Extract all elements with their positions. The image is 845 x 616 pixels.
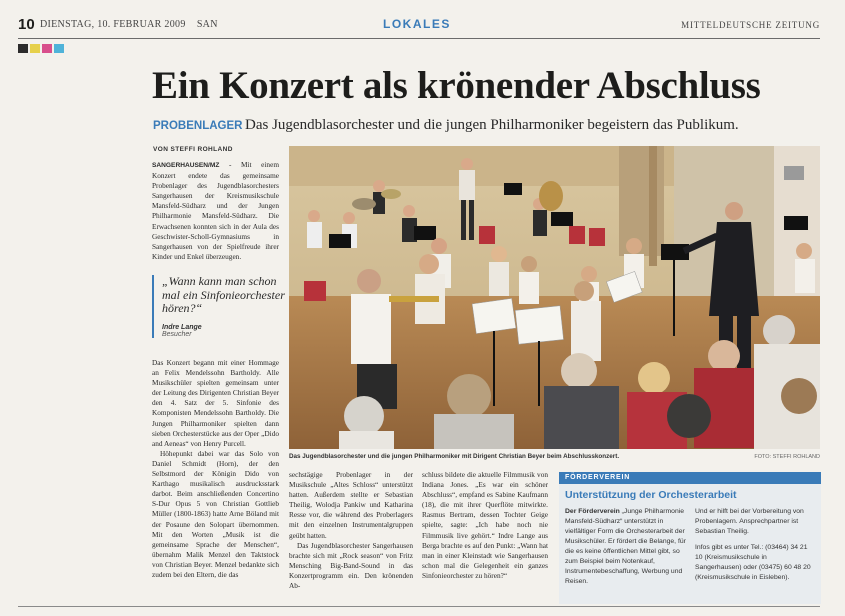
info-box-lead: Der Förderverein	[565, 508, 620, 515]
paragraph: Das Jugendblasorchester Sangerhausen brachte sich mit „Rock season“ von Fritz Mensching Big-Band-Sound in das Konzertprogramm ein. Den krönenden Ab-	[289, 540, 413, 591]
contact-info: Infos gibt es unter Tel.: (03464) 34 21 10 (Kreismusikschule in Sangerhausen) oder (03475) 60 48 20 (Kreismusikschule in Eisleben).	[695, 544, 811, 581]
info-box	[559, 472, 821, 604]
page-number: 10	[18, 16, 35, 33]
article-intro	[152, 160, 279, 262]
paragraph: schluss bildete die aktuelle Filmmusik von Indiana Jones. „Es war ein schöner Abschluss“, empfand es Sabine Kaufmann (18), die mit ihrer Querflöte mitwirkte. Rasmus Bertram, dessen Tochter Geige spielte, sagte: „Ich habe noch nie Filmmusik live gehört.“ Indre Lange aus Berga brachte es auf den Punkt: „Wann hat man in einer Kleinstadt wie Sangerhausen schon mal die Gelegenheit ein ganzes Sinfonieorchester zu hören?“	[422, 470, 548, 580]
article-column-3	[422, 470, 548, 581]
color-swatch-cyan	[54, 44, 64, 53]
pull-quote-role: Besucher	[162, 330, 192, 338]
photo-caption: Das Jugendblasorchester und die jungen Philharmoniker mit Dirigent Christian Beyer beim Abschlusskonzert.	[289, 453, 620, 460]
issue-date: DIENSTAG, 10. FEBRUAR 2009 SAN	[40, 19, 218, 30]
page-bottom-rule	[18, 606, 820, 607]
article-column-1	[152, 358, 279, 580]
pull-quote-name: Indre Lange	[162, 323, 202, 331]
paragraph: Das Konzert begann mit einer Hommage an Felix Mendelssohn Bartholdy. Alle Musikschüler spielten gemeinsam unter der Leitung des Dirigenten Christian Beyer den 4. Satz der 5. Sinfonie des Komponisten Mendelssohn Bartholdy. Die Jungen Philharmoniker spielten dann sieben Orchesterstücke aus der Oper „Dido and Aeneas“ von Henry Purcell.	[152, 358, 279, 448]
intro-text: - Mit einem Konzert endete das gemeinsame Probenlager des Jugendblasorchesters Sangerhausen der Kreismusikschule Mansfeld-Südharz und der Jungen Philharmonie Mansfeld-Südharz. Die Erwachsenen konnten sich in der Aula des Geschwister-Scholl-Gymnasiums in Sangerhausen von der Spielfreude ihrer Kinder und Enkel überzeugen.	[152, 160, 279, 261]
orchestra-image	[289, 146, 820, 449]
info-box-title: Unterstützung der Orchesterarbeit	[565, 489, 737, 501]
newspaper-name: MITTELDEUTSCHE ZEITUNG	[681, 20, 820, 30]
article-headline: Ein Konzert als krönender Abschluss	[152, 64, 761, 107]
info-box-column-1	[565, 507, 689, 587]
byline: VON STEFFI ROHLAND	[153, 146, 233, 153]
paragraph: Höhepunkt dabei war das Solo von Daniel Schmidt (Horn), der den Selbstmord der Königin Dido von Karthago musikalisch ausdrucksstark darbot. Beim anschließenden Concertino S-Dur Opus 5 von Christian Gottlieb Müller (1800-1863) hatte Arne Böland mit der Posaune den Solopart übernommen. Mit den Worten „Musik ist die gemeinsame Sprache der Menschen“, übernahm Malik Menzel den Taktstock von Christian Beyer. Menzel bedankte sich zudem bei den Eltern, die das	[152, 448, 279, 579]
article-deck: Das Jugendblasorchester und die jungen Philharmoniker begeistern das Publikum.	[245, 117, 739, 133]
page-header	[18, 14, 820, 39]
paragraph: Und er hilft bei der Vorbereitung von Probenlagern. Ansprechpartner ist Sebastian Theilig.	[695, 508, 804, 535]
color-swatch-black	[18, 44, 28, 53]
pull-quote	[152, 275, 289, 338]
info-box-text: „Junge Philharmonie Mansfeld-Südharz“ unterstützt in vielfältiger Form die Orchesterarbeit der Musikschüler. Er fördert die Belange, für die es keine öffentlichen Mittel gibt, so zum Beispiel beim Notenkauf, Instrumentebeschaffung, Werbung und Reisen.	[565, 508, 686, 585]
article-column-2	[289, 470, 413, 591]
info-box-column-2	[695, 507, 815, 583]
section-label: LOKALES	[383, 17, 451, 31]
color-swatch-yellow	[30, 44, 40, 53]
info-box-label: FÖRDERVEREIN	[559, 472, 821, 484]
concert-photo	[289, 146, 820, 449]
dateline: SANGERHAUSEN/MZ	[152, 162, 220, 169]
paragraph: sechstägige Probenlager in der Musikschule „Altes Schloss“ unterstützt hatten. Außerdem stellte er Sebastian Theilig, Wolodja Pankiw und Katharina Resse vor, die während des Proberlagers mit den einzelnen Instrumentalgruppen geübt hatten.	[289, 470, 413, 540]
color-swatch-magenta	[42, 44, 52, 53]
article-kicker: PROBENLAGER	[153, 120, 243, 132]
photo-credit: FOTO: STEFFI ROHLAND	[754, 454, 820, 460]
pull-quote-text: „Wann kann man schon mal ein Sinfonieorchester hören?“	[162, 274, 285, 315]
